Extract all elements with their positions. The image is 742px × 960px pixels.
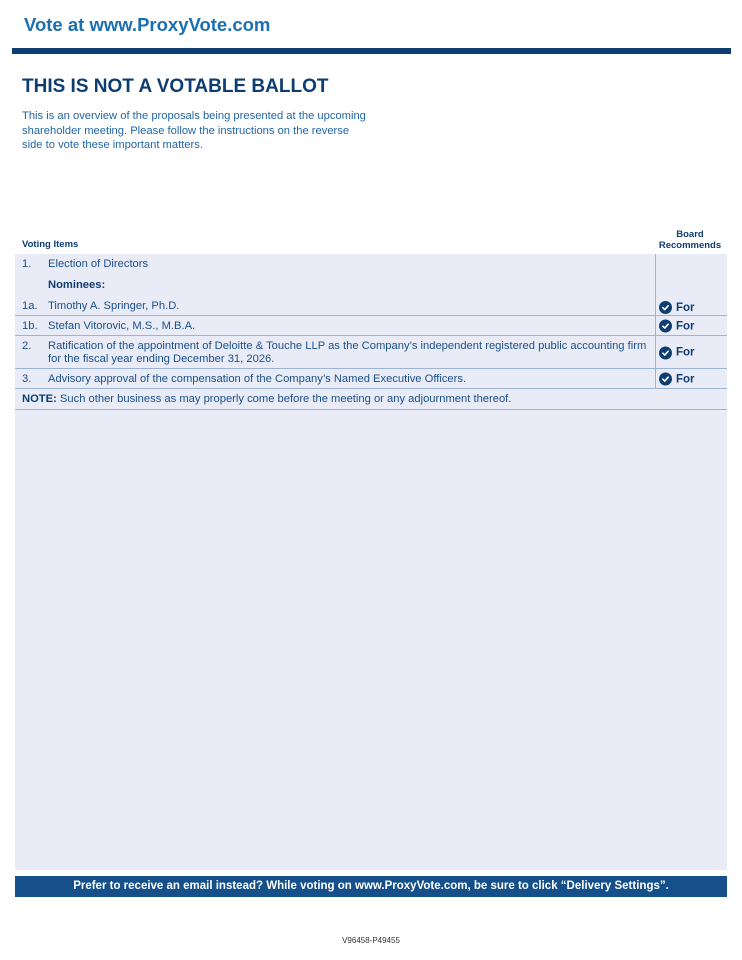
item-number: 1.	[22, 258, 32, 270]
table-row	[15, 336, 727, 369]
checkmark-icon	[659, 320, 672, 333]
recommendation	[659, 320, 695, 333]
recommendation-cell	[655, 274, 727, 316]
email-delivery-banner: Prefer to receive an email instead? While voting on www.ProxyVote.com, be sure to click “Delivery Settings”.	[15, 876, 727, 897]
recommendation-cell	[655, 316, 727, 336]
recommendation-cell	[655, 254, 727, 275]
item-number: 1a.	[22, 300, 38, 312]
recommendation-cell	[655, 336, 727, 369]
note-row	[15, 389, 727, 410]
ballot-heading: THIS IS NOT A VOTABLE BALLOT	[22, 76, 329, 97]
recommendation	[659, 301, 695, 314]
board-recommends-header-line1: Board	[676, 229, 704, 240]
recommendation-label: For	[676, 373, 695, 385]
header-divider	[12, 48, 731, 54]
note	[22, 393, 511, 405]
ballot-intro: This is an overview of the proposals being presented at the upcoming shareholder meeting. Please follow the instructions on the reverse side to vote these important matters.	[22, 110, 366, 151]
checkmark-icon	[659, 301, 672, 314]
vote-website-title: Vote at www.ProxyVote.com	[24, 14, 271, 35]
recommendation-label: For	[676, 320, 695, 332]
item-text: Advisory approval of the compensation of the Company’s Named Executive Officers.	[48, 373, 467, 385]
note-label: NOTE:	[22, 393, 57, 405]
item-text: Election of Directors	[48, 258, 149, 270]
document-code: V96458-P49455	[342, 936, 400, 945]
item-text: Stefan Vitorovic, M.S., M.B.A.	[48, 320, 196, 332]
checkmark-icon	[659, 346, 672, 359]
nominees-label: Nominees:	[48, 279, 106, 291]
table-row	[15, 316, 727, 336]
table-row	[15, 254, 727, 274]
item-text: Timothy A. Springer, Ph.D.	[48, 300, 180, 312]
recommendation-label: For	[676, 301, 695, 314]
item-number: 1b.	[22, 320, 38, 332]
recommendation	[659, 346, 695, 359]
note-text: Such other business as may properly come before the meeting or any adjournment thereof.	[56, 393, 512, 405]
item-text: Ratification of the appointment of Deloitte & Touche LLP as the Company’s independent registered public accounting firm for the fiscal year ending December 31, 2026.	[48, 340, 647, 365]
recommendation-cell	[655, 369, 727, 389]
table-row	[15, 274, 727, 316]
voting-items-header: Voting Items	[22, 239, 79, 250]
voting-items-table	[15, 254, 727, 410]
checkmark-icon	[659, 373, 672, 386]
table-row	[15, 369, 727, 389]
item-number: 3.	[22, 373, 32, 385]
item-number: 2.	[22, 340, 32, 352]
recommendation-label: For	[676, 346, 695, 359]
board-recommends-header	[652, 229, 728, 251]
board-recommends-header-line2: Recommends	[658, 240, 722, 251]
recommendation	[659, 373, 695, 386]
